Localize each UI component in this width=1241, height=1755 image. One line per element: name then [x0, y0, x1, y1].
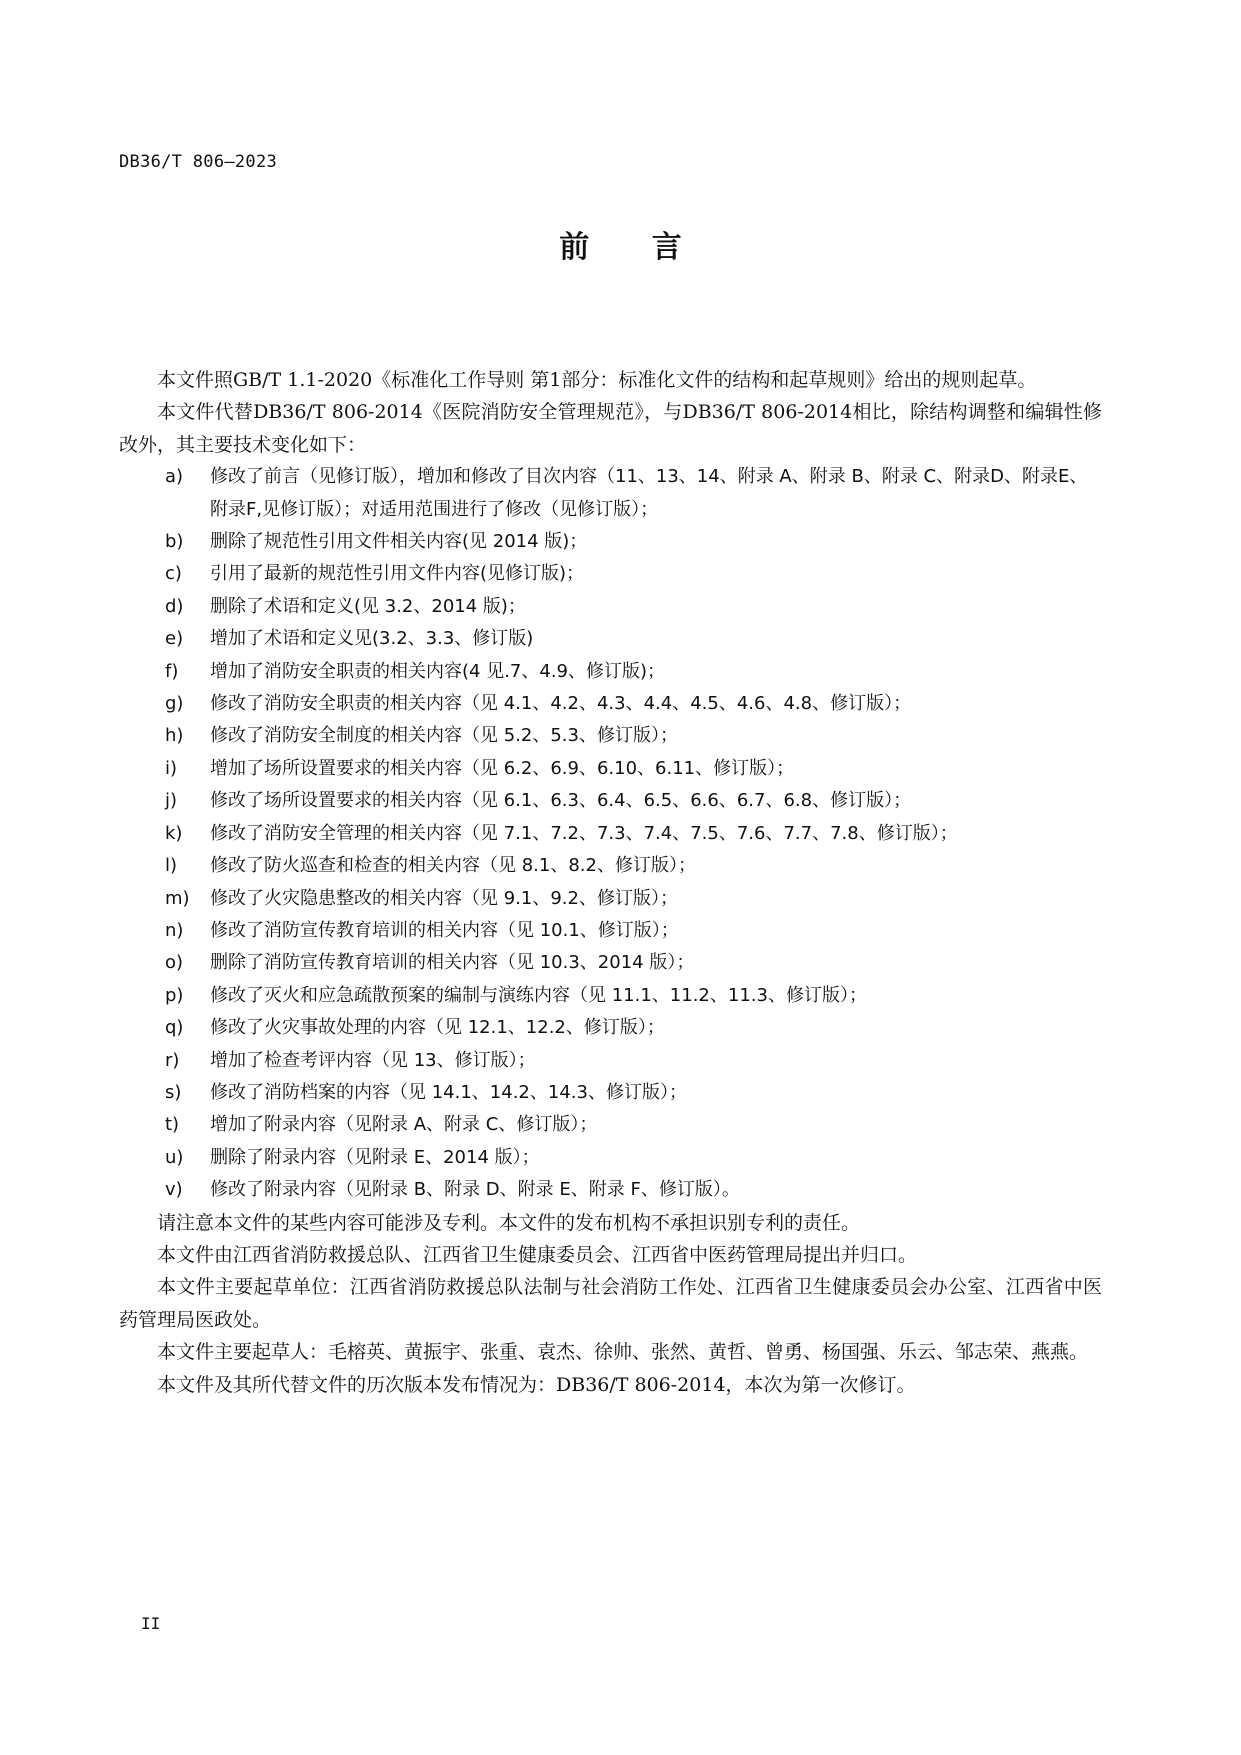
list-marker: t): [165, 1114, 180, 1136]
list-marker: v): [165, 1179, 183, 1201]
paragraph-proposer: 本文件由江西省消防救援总队、江西省卫生健康委员会、江西省中医药管理局提出并归口。: [157, 1243, 918, 1266]
list-item-text: 修改了火灾事故处理的内容（见 12.1、12.2、修订版）；: [210, 1017, 665, 1039]
list-item-text: 删除了消防宣传教育培训的相关内容（见 10.3、2014 版）；: [210, 952, 695, 974]
list-item: [119, 850, 1102, 882]
list-item: [119, 461, 1102, 526]
list-item: [119, 1109, 1102, 1141]
paragraph-drafting-rules: 本文件照GB/T 1.1-2020《标准化工作导则 第1部分：标准化文件的结构和起草规则》给出的规则起草。: [157, 369, 1037, 391]
list-item-text: 修改了消防安全管理的相关内容（见 7.1、7.2、7.3、7.4、7.5、7.6、7.7、7.8、修订版）；: [210, 822, 958, 844]
paragraph-replacement: 本文件代替DB36/T 806-2014《医院消防安全管理规范》，与DB36/T 806-2014相比，除结构调整和编辑性修改外，其主要技术变化如下：: [119, 401, 1102, 456]
list-marker: p): [165, 984, 184, 1006]
list-item: [119, 623, 1102, 655]
list-item: [119, 818, 1102, 850]
list-marker: r): [165, 1049, 180, 1071]
list-item-text: 修改了防火巡查和检查的相关内容（见 8.1、8.2、修订版）；: [210, 855, 696, 877]
list-item: [119, 1045, 1102, 1077]
list-marker: u): [165, 1146, 184, 1168]
list-marker: n): [165, 919, 184, 941]
list-item: [119, 1142, 1102, 1174]
list-item: [119, 526, 1102, 558]
list-marker: d): [165, 595, 184, 617]
list-item-text: 修改了灭火和应急疏散预案的编制与演练内容（见 11.1、11.2、11.3、修订版）；: [210, 984, 867, 1006]
list-item: [119, 883, 1102, 915]
list-marker: c): [165, 563, 182, 585]
list-marker: q): [165, 1017, 184, 1039]
list-item: [119, 1012, 1102, 1044]
paragraph-patent-notice: 请注意本文件的某些内容可能涉及专利。本文件的发布机构不承担识别专利的责任。: [157, 1211, 861, 1234]
list-marker: h): [165, 725, 184, 747]
page-number: II: [141, 1614, 161, 1633]
list-marker: i): [165, 757, 178, 779]
list-marker: f): [165, 660, 179, 682]
list-item: [119, 980, 1102, 1012]
list-marker: j): [165, 790, 178, 812]
list-item-text: 修改了场所设置要求的相关内容（见 6.1、6.3、6.4、6.5、6.6、6.7、6.8、修订版）；: [210, 790, 912, 812]
list-item-text: 增加了场所设置要求的相关内容（见 6.2、6.9、6.10、6.11、修订版）；: [210, 757, 795, 779]
list-marker: s): [165, 1081, 182, 1103]
list-item-text: 修改了消防安全制度的相关内容（见 5.2、5.3、修订版）；: [210, 725, 678, 747]
list-marker: b): [165, 531, 184, 553]
page-title: 前 言: [559, 230, 708, 265]
list-item-text: 增加了检查考评内容（见 13、修订版）；: [210, 1049, 536, 1071]
list-marker: a): [165, 466, 184, 488]
list-marker: m): [165, 887, 190, 909]
list-item-text: 引用了最新的规范性引用文件内容(见修订版)；: [210, 563, 585, 585]
list-marker: g): [165, 693, 184, 715]
list-item: [119, 947, 1102, 979]
list-item-text: 修改了前言（见修订版），增加和修改了目次内容（11、13、14、附录 A、附录 B、附录 C、附录D、附录E、附录F,见修订版）；对适用范围进行了修改（见修订版）；: [210, 466, 1088, 520]
list-item-text: 删除了规范性引用文件相关内容(见 2014 版)；: [210, 531, 588, 553]
list-item-text: 修改了消防档案的内容（见 14.1、14.2、14.3、修订版）；: [210, 1081, 687, 1103]
list-item: [119, 688, 1102, 720]
list-item: [119, 656, 1102, 688]
paragraph-drafters: 本文件主要起草人：毛榕英、黄振宇、张重、袁杰、徐帅、张然、黄哲、曾勇、杨国强、乐云、邹志荣、燕燕。: [157, 1341, 1089, 1364]
document-code: DB36/T 806—2023: [119, 152, 278, 172]
list-item: [119, 591, 1102, 623]
list-item-text: 修改了消防宣传教育培训的相关内容（见 10.1、修订版）；: [210, 919, 679, 941]
list-marker: l): [165, 855, 178, 877]
list-item-text: 增加了附录内容（见附录 A、附录 C、修订版）；: [210, 1114, 598, 1136]
list-item-text: 修改了消防安全职责的相关内容（见 4.1、4.2、4.3、4.4、4.5、4.6、4.8、修订版）；: [210, 693, 912, 715]
paragraph-version-history: 本文件及其所代替文件的历次版本发布情况为：DB36/T 806-2014，本次为第一次修订。: [157, 1373, 916, 1396]
list-item-text: 修改了火灾隐患整改的相关内容（见 9.1、9.2、修订版）；: [210, 887, 678, 909]
list-marker: e): [165, 628, 184, 650]
list-item: [119, 720, 1102, 752]
list-item: [119, 1077, 1102, 1109]
list-item-text: 删除了术语和定义(见 3.2、2014 版)；: [210, 595, 526, 617]
preface-body: [119, 364, 1102, 1401]
list-item-text: 修改了附录内容（见附录 B、附录 D、附录 E、附录 F、修订版）。: [210, 1179, 740, 1201]
list-marker: o): [165, 952, 184, 974]
list-item-text: 增加了术语和定义见(3.2、3.3、修订版): [210, 628, 534, 650]
list-marker: k): [165, 822, 183, 844]
list-item: [119, 1174, 1102, 1206]
list-item-text: 删除了附录内容（见附录 E、2014 版）；: [210, 1146, 540, 1168]
list-item: [119, 753, 1102, 785]
list-item-text: 增加了消防安全职责的相关内容(4 见.7、4.9、修订版)；: [210, 660, 666, 682]
list-item: [119, 915, 1102, 947]
list-item: [119, 785, 1102, 817]
paragraph-drafting-units: 本文件主要起草单位：江西省消防救援总队法制与社会消防工作处、江西省卫生健康委员会办公室、江西省中医药管理局医政处。: [119, 1276, 1102, 1331]
change-list: [119, 461, 1102, 1206]
list-item: [119, 558, 1102, 590]
